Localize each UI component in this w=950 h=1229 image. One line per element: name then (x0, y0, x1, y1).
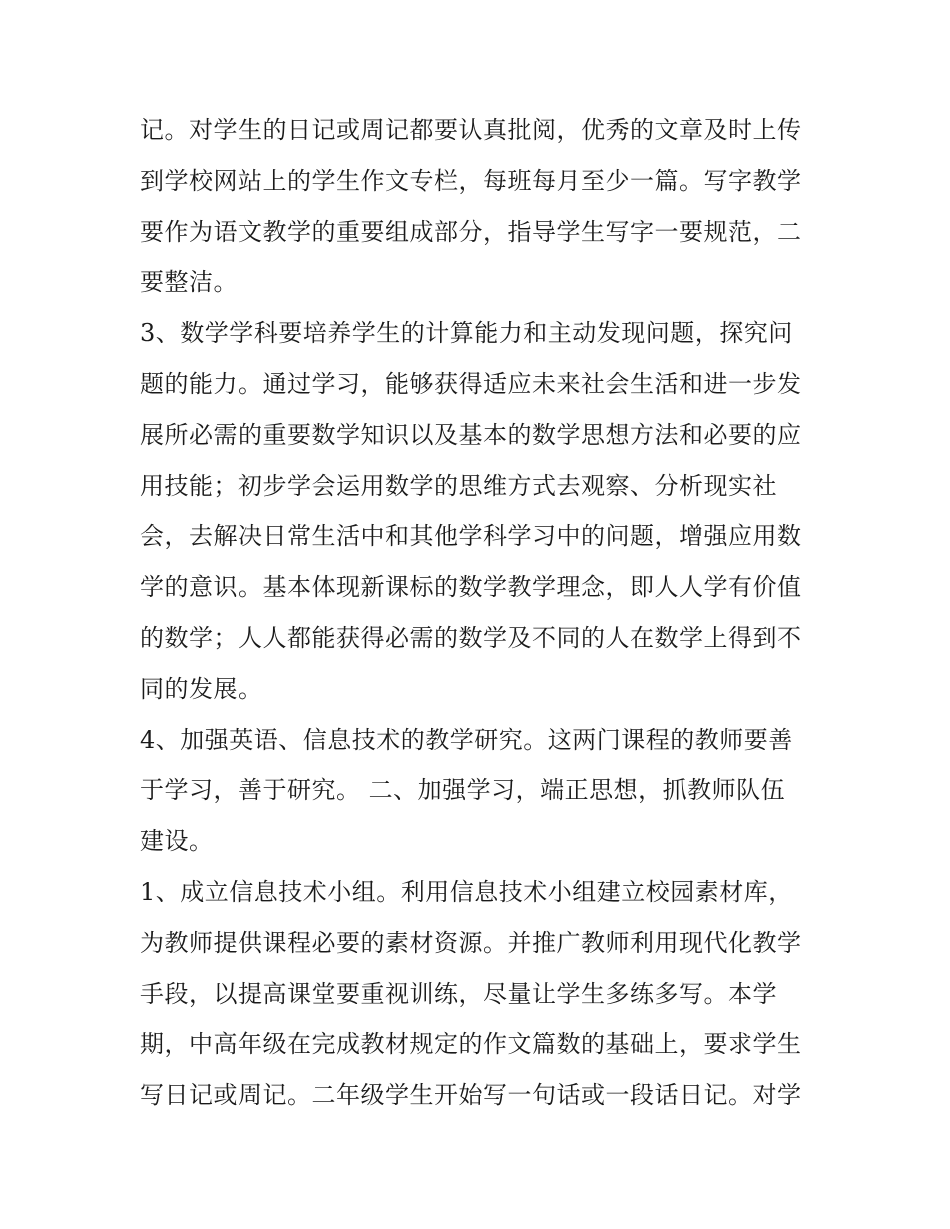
text-line: 为教师提供课程必要的素材资源。并推广教师利用现代化教学 (140, 928, 802, 957)
text-line: 用技能；初步学会运用数学的思维方式去观察、分析现实社 (140, 471, 777, 500)
document-body (140, 105, 820, 1121)
text-line: 于学习，善于研究。 二、加强学习，端正思想，抓教师队伍 (140, 776, 786, 805)
text-line: 4、加强英语、信息技术的教学研究。这两门课程的教师要善 (140, 725, 793, 754)
text-line: 到学校网站上的学生作文专栏，每班每月至少一篇。写字教学 (140, 166, 802, 195)
text-line: 展所必需的重要数学知识以及基本的数学思想方法和必要的应 (140, 420, 802, 449)
text-line: 要整洁。 (140, 268, 238, 297)
text-line: 建设。 (140, 827, 214, 856)
text-line: 期，中高年级在完成教材规定的作文篇数的基础上，要求学生 (140, 1030, 802, 1059)
text-line: 1、成立信息技术小组。利用信息技术小组建立校园素材库， (140, 877, 793, 906)
text-line: 题的能力。通过学习，能够获得适应未来社会生活和进一步发 (140, 369, 802, 398)
text-line: 学的意识。基本体现新课标的数学教学理念，即人人学有价值 (140, 573, 802, 602)
text-line: 写日记或周记。二年级学生开始写一句话或一段话日记。对学 (140, 1081, 802, 1110)
text-line: 手段，以提高课堂要重视训练，尽量让学生多练多写。本学 (140, 979, 777, 1008)
text-line: 记。对学生的日记或周记都要认真批阅，优秀的文章及时上传 (140, 116, 802, 144)
text-line: 要作为语文教学的重要组成部分，指导学生写字一要规范，二 (140, 217, 802, 246)
text-line: 的数学；人人都能获得必需的数学及不同的人在数学上得到不 (140, 623, 802, 652)
text-line: 3、数学学科要培养学生的计算能力和主动发现问题，探究问 (140, 319, 793, 348)
text-line: 会，去解决日常生活中和其他学科学习中的问题，增强应用数 (140, 522, 802, 551)
text-line: 同的发展。 (140, 674, 263, 703)
